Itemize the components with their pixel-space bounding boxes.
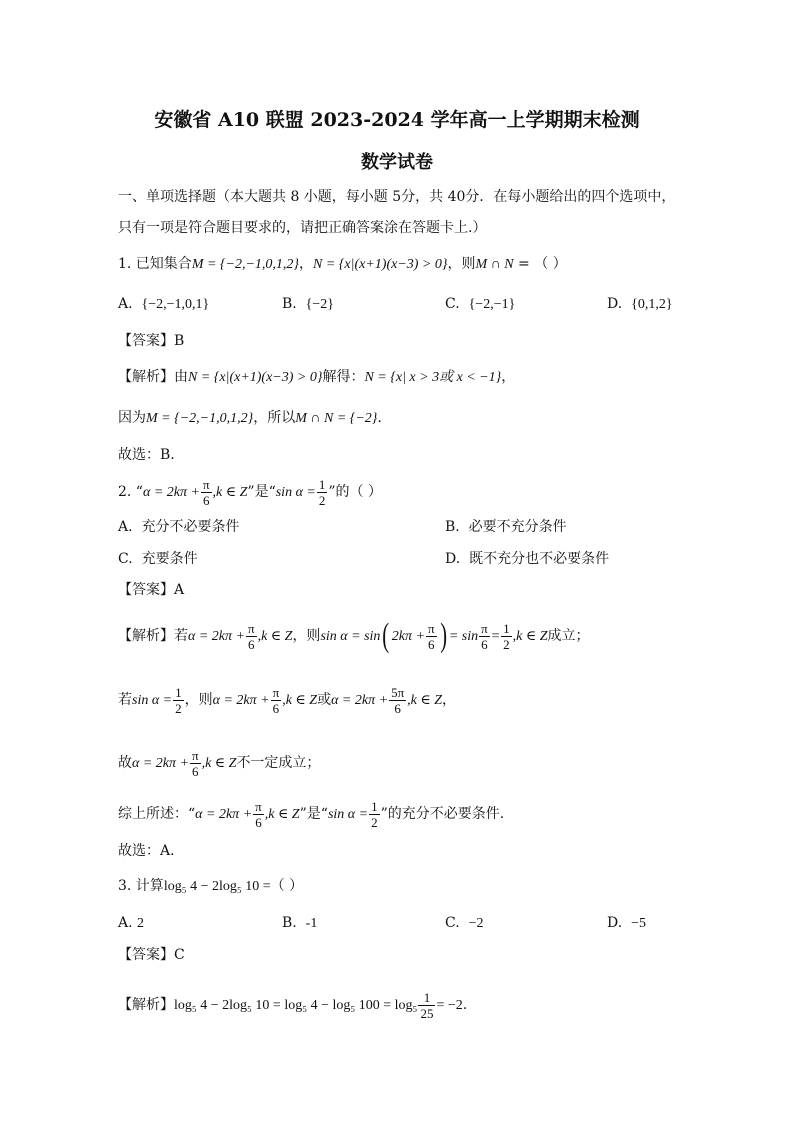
- document-subtitle: 数学试卷: [361, 152, 433, 173]
- q2-analysis-line4: 综上所述：“α = 2kπ + $\frac{\pi}{6}$ ,k ∈ Z”是“sin α = $\frac{1}{2}$ ”的充分不必要条件.: [118, 798, 505, 830]
- q2-analysis-line2: 若sin α = $\frac{1}{2}$ ，则α = 2kπ + $\frac{\pi}{6}$ ,k ∈ Z或α = 2kπ + $\frac{5\pi}{6}$ ,k ∈ Z，: [118, 684, 457, 716]
- q3-answer: 【答案】C: [118, 947, 185, 963]
- q2-option-b: B. 必要不充分条件: [445, 519, 567, 535]
- q2-answer: 【答案】A: [118, 582, 185, 598]
- q2-option-d: D. 既不充分也不必要条件: [445, 551, 610, 567]
- q3-option-b: B. -1: [282, 915, 318, 931]
- q2-option-c: C. 充要条件: [118, 551, 198, 567]
- q1-stem: 1. 已知集合M = {−2,−1,0,1,2}，N = {x|(x+1)(x−3) > 0}，则M ∩ N = （ ）: [118, 256, 567, 272]
- q3-option-d: D. −5: [607, 915, 646, 931]
- q3-stem: 3. 计算log₅ 4 − 2log₅ 10 =（ ）: [118, 878, 304, 894]
- q1-option-c: C. {−2,−1}: [445, 296, 516, 312]
- q2-analysis-line3: 故α = 2kπ + $\frac{\pi}{6}$ ,k ∈ Z不一定成立；: [118, 747, 321, 779]
- q2-stem: 2. “α = 2kπ + $\frac{\pi}{6}$ ,k ∈ Z”是“sin α = $\frac{1}{2}$ ”的（ ）: [118, 476, 382, 508]
- q1-conclusion: 故选：B.: [118, 447, 175, 463]
- q1-option-b: B. {−2}: [282, 296, 334, 312]
- q3-option-a: A. 2: [118, 915, 145, 931]
- section-instruction-line2: 只有一项是符合题目要求的，请把正确答案涂在答题卡上.）: [118, 220, 487, 236]
- q2-frac-pi-6: $\frac{\pi}{6}$: [202, 476, 210, 508]
- q1-answer: 【答案】B: [118, 333, 185, 349]
- q1-analysis-line1: 【解析】由N = {x|(x+1)(x−3) > 0}解得：N = {x| x > 3或 x < −1}，: [118, 369, 516, 385]
- q2-option-a: A. 充分不必要条件: [118, 519, 240, 535]
- q1-option-a: A. {−2,−1,0,1}: [118, 296, 210, 312]
- section-instruction-line1: 一、单项选择题（本大题共 8 小题，每小题 5分，共 40分．在每小题给出的四个选项中，: [118, 189, 676, 205]
- q1-set-n: N = {x|(x+1)(x−3) > 0}: [313, 257, 448, 272]
- q1-option-d: D. {0,1,2}: [607, 296, 673, 312]
- document-title: 安徽省 A10 联盟 2023-2024 学年高一上学期期末检测: [154, 109, 640, 131]
- q1-set-m: M = {−2,−1,0,1,2}: [191, 257, 300, 272]
- q2-analysis-line1: 【解析】若α = 2kπ + $\frac{\pi}{6}$ ,k ∈ Z，则sin α = sin( 2kπ + $\frac{\pi}{6}$ ) = sin $\frac{\pi}{6}$ = $\frac{1}{2}$ ,k ∈ Z成立；: [118, 617, 590, 654]
- q1-analysis-line2: 因为M = {−2,−1,0,1,2}，所以M ∩ N = {−2}.: [118, 410, 382, 426]
- q3-option-c: C. −2: [445, 915, 484, 931]
- q2-frac-1-2: $\frac{1}{2}$: [318, 476, 326, 508]
- q2-conclusion: 故选：A.: [118, 843, 175, 859]
- q3-analysis: 【解析】log₅ 4 − 2log₅ 10 = log₅ 4 − log₅ 100 = log₅ $\frac{1}{25}$ = −2.: [118, 989, 468, 1021]
